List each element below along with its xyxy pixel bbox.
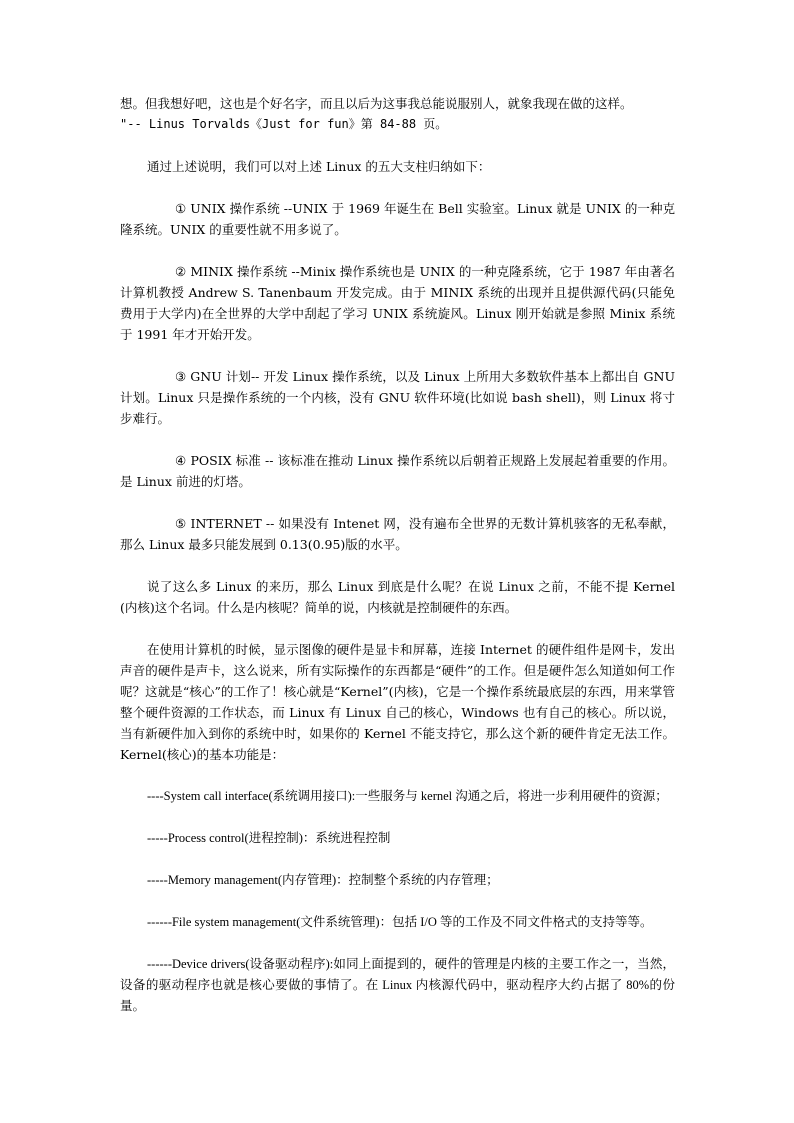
kernel-function-memory: -----Memory management(内存管理)：控制整个系统的内存管理； (147, 873, 499, 887)
summary-paragraph: 通过上述说明，我们可以对上述 Linux 的五大支柱归纳如下： (147, 159, 491, 174)
pillar-item-unix: ① UNIX 操作系统 --UNIX 于 1969 年诞生在 Bell 实验室。Linux 就是 UNIX 的一种克隆系统。UNIX 的重要性就不用多说了。 (120, 201, 675, 237)
kernel-intro-paragraph: 说了这么多 Linux 的来历，那么 Linux 到底是什么呢？在说 Linux 之前，不能不提 Kernel(内核)这个名词。什么是内核呢？简单的说，内核就是控制硬件的东西。 (120, 579, 675, 615)
kernel-function-drivers: ------Device drivers(设备驱动程序):如同上面提到的，硬件的管理是内核的主要工作之一，当然，设备的驱动程序也就是核心要做的事情了。在 Linux 内核源代码中，驱动程序大约占据了 80%的份量。 (120, 957, 675, 1013)
quote-attribution: "-- Linus Torvalds《Just for fun》第 84-88 页。 (120, 117, 448, 131)
pillar-item-internet: ⑤ INTERNET -- 如果没有 Intenet 网，没有遍布全世界的无数计算机骇客的无私奉献，那么 Linux 最多只能发展到 0.13(0.95)版的水平。 (120, 516, 675, 552)
kernel-function-filesystem: ------File system management(文件系统管理)：包括 I/O 等的工作及不同文件格式的支持等等。 (147, 915, 653, 929)
pillar-item-gnu: ③ GNU 计划-- 开发 Linux 操作系统，以及 Linux 上所用大多数软件基本上都出自 GNU 计划。Linux 只是操作系统的一个内核，没有 GNU 软件环境(比如说 bash shell)，则 Linux 将寸步难行。 (120, 369, 675, 426)
pillar-item-posix: ④ POSIX 标准 -- 该标准在推动 Linux 操作系统以后朝着正规路上发展起着重要的作用。是 Linux 前进的灯塔。 (120, 453, 675, 489)
kernel-detail-paragraph: 在使用计算机的时候，显示图像的硬件是显卡和屏幕，连接 Internet 的硬件组件是网卡，发出声音的硬件是声卡，这么说来，所有实际操作的东西都是“硬件”的工作。但是硬件怎么知道如何工作呢？这就是“核心”的工作了！核心就是“Kernel”(内核)，它是一个操作系统最底层的东西，用来掌管整个硬件资源的工作状态，而 Linux 有 Linux 自己的核心，Windows 也有自己的核心。所以说，当有新硬件加入到你的系统中时，如果你的 Kernel 不能支持它，那么这个新的硬件肯定无法工作。Kernel(核心)的基本功能是： (120, 642, 675, 762)
quote-line-1: 想。但我想好吧，这也是个好名字，而且以后为这事我总能说服别人，就象我现在做的这样。 (120, 96, 633, 111)
document-page (120, 93, 675, 1038)
kernel-function-process: -----Process control(进程控制)：系统进程控制 (147, 831, 391, 845)
kernel-function-syscall: ----System call interface(系统调用接口):一些服务与 kernel 沟通之后，将进一步利用硬件的资源； (147, 789, 668, 803)
pillar-item-minix: ② MINIX 操作系统 --Minix 操作系统也是 UNIX 的一种克隆系统，它于 1987 年由著名计算机教授 Andrew S. Tanenbaum 开发完成。由于 MINIX 系统的出现并且提供源代码(只能免费用于大学内)在全世界的大学中刮起了学习 UNIX 系统旋风。Linux 刚开始就是参照 Minix 系统于 1991 年才开始开发。 (120, 264, 675, 342)
quote-paragraph (120, 93, 675, 135)
